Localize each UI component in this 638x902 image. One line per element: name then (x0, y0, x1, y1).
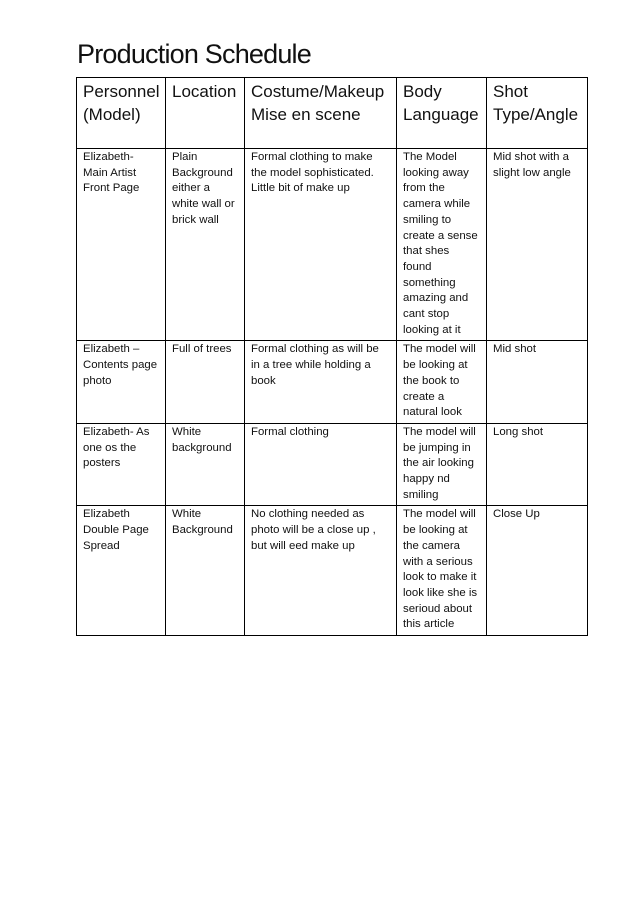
table-row (77, 506, 588, 636)
column-header-shot-type (487, 78, 588, 149)
column-header-personnel (77, 78, 166, 149)
cell-shot-type: Close Up (487, 506, 588, 636)
column-header-line: Costume/Makeup (251, 82, 385, 101)
cell-location: Plain Background either a white wall or brick wall (166, 149, 245, 341)
column-header-line: Personnel (83, 82, 160, 101)
cell-shot-type: Mid shot with a slight low angle (487, 149, 588, 341)
cell-body-language: The model will be jumping in the air looking happy nd smiling (397, 423, 487, 506)
column-header-costume-makeup (245, 78, 397, 149)
cell-shot-type: Long shot (487, 423, 588, 506)
cell-location: Full of trees (166, 341, 245, 424)
column-header-location (166, 78, 245, 149)
column-header-line: (Model) (83, 105, 141, 124)
column-header-line: Mise en scene (251, 105, 361, 124)
column-header-line: Type/Angle (493, 105, 579, 124)
cell-body-language: The model will be looking at the camera with a serious look to make it look like she is serioud about this article (397, 506, 487, 636)
page-title: Production Schedule (77, 39, 311, 69)
table-row (77, 423, 588, 506)
cell-body-language: The Model looking away from the camera while smiling to create a sense that shes found something amazing and cant stop looking at it (397, 149, 487, 341)
cell-personnel: Elizabeth – Contents page photo (77, 341, 166, 424)
cell-personnel: Elizabeth- As one os the posters (77, 423, 166, 506)
table-row (77, 149, 588, 341)
column-header-line: Body (403, 82, 442, 101)
cell-personnel: Elizabeth- Main Artist Front Page (77, 149, 166, 341)
column-header-line: Shot (493, 82, 528, 101)
column-header-body-language (397, 78, 487, 149)
production-schedule-table (76, 77, 588, 636)
cell-personnel: Elizabeth Double Page Spread (77, 506, 166, 636)
table-header-row (77, 78, 588, 149)
column-header-line: Language (403, 105, 479, 124)
column-header-line: Location (172, 82, 237, 101)
cell-body-language: The model will be looking at the book to create a natural look (397, 341, 487, 424)
cell-costume-makeup: Formal clothing to make the model sophisticated. Little bit of make up (245, 149, 397, 341)
cell-costume-makeup: Formal clothing as will be in a tree while holding a book (245, 341, 397, 424)
cell-costume-makeup: Formal clothing (245, 423, 397, 506)
cell-shot-type: Mid shot (487, 341, 588, 424)
table-row (77, 341, 588, 424)
cell-location: White background (166, 423, 245, 506)
cell-costume-makeup: No clothing needed as photo will be a close up , but will eed make up (245, 506, 397, 636)
cell-location: White Background (166, 506, 245, 636)
